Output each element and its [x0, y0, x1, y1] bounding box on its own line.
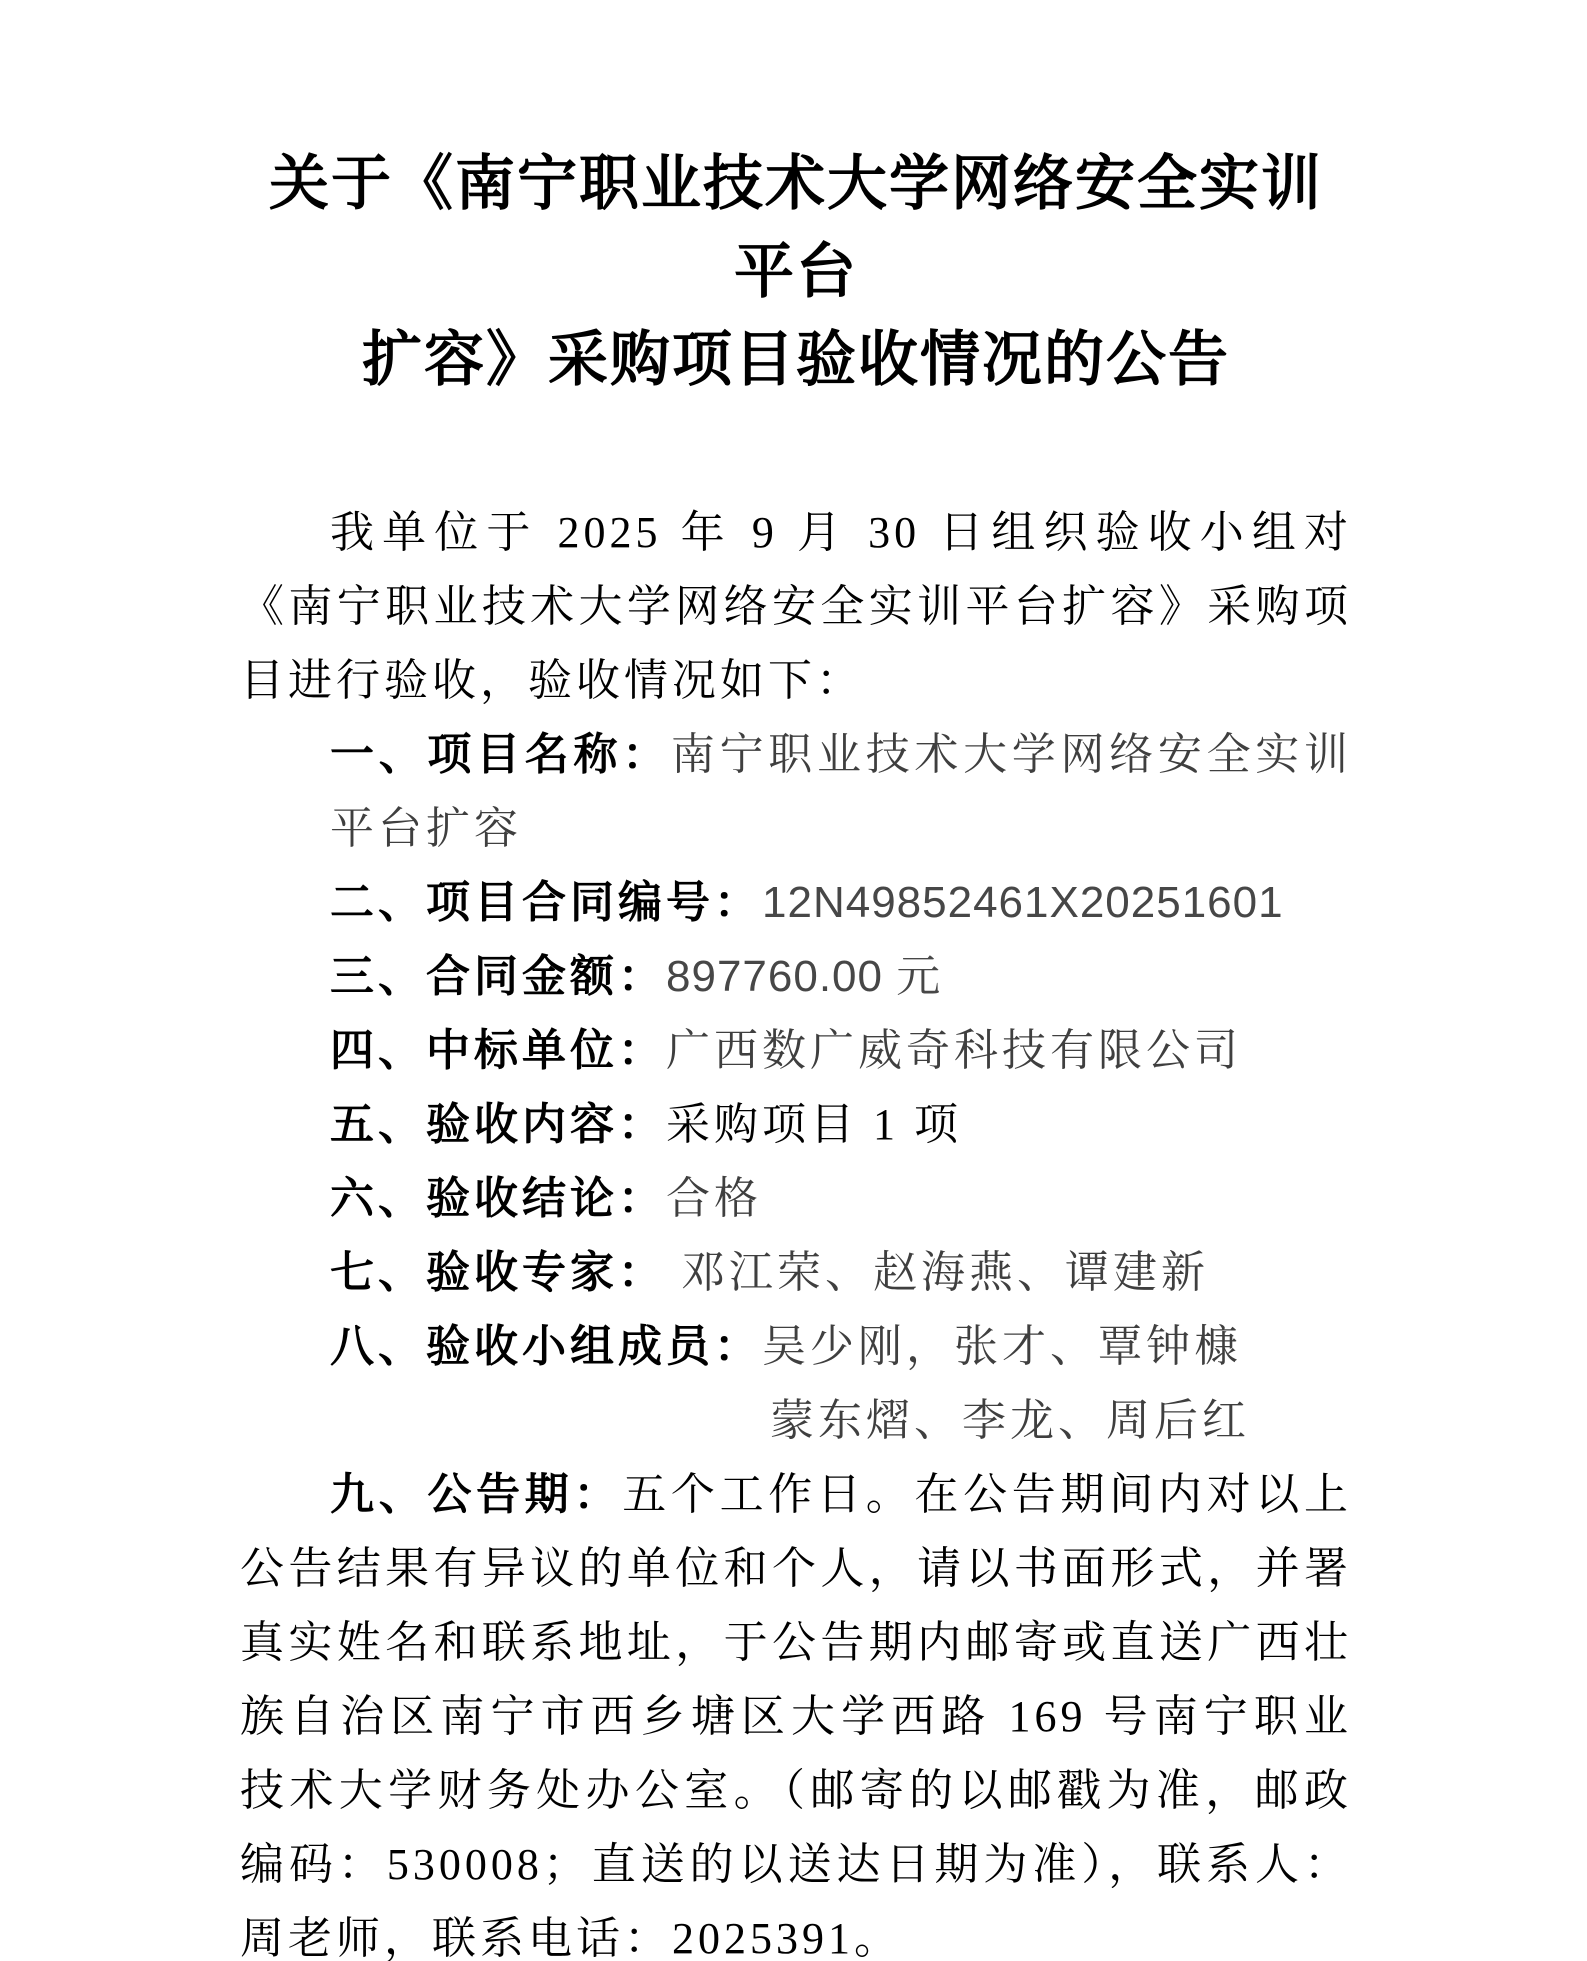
intro-paragraph: 我单位于 2025 年 9 月 30 日组织验收小组对《南宁职业技术大学网络安全实训平台扩容》采购项目进行验收，验收情况如下：	[240, 508, 1352, 705]
title-line-1: 关于《南宁职业技术大学网络安全实训平台	[269, 151, 1323, 305]
item-acceptance-content-value: 采购项目 1 项	[666, 1100, 962, 1149]
item-acceptance-experts-label: 七、验收专家：	[330, 1248, 666, 1297]
item-acceptance-conclusion-label: 六、验收结论：	[330, 1174, 666, 1223]
item-acceptance-conclusion	[330, 1162, 1352, 1236]
item-contract-number-label: 二、项目合同编号：	[330, 878, 762, 927]
document-title	[240, 140, 1352, 404]
item-team-members	[330, 1310, 1352, 1458]
item-acceptance-conclusion-value: 合格	[666, 1174, 762, 1223]
item-winning-bidder	[330, 1014, 1352, 1088]
item-team-members-value-line1: 吴少刚，张才、覃钟槺	[762, 1322, 1242, 1371]
item-acceptance-experts-value: 邓江荣、赵海燕、谭建新	[681, 1248, 1209, 1297]
item-winning-bidder-value: 广西数广威奇科技有限公司	[666, 1026, 1242, 1075]
item-winning-bidder-label: 四、中标单位：	[330, 1026, 666, 1075]
item-acceptance-experts	[330, 1236, 1352, 1310]
item-acceptance-content-label: 五、验收内容：	[330, 1100, 666, 1149]
item-project-name-value: 南宁职业技术大学网络安全实训平台扩容	[330, 730, 1353, 853]
item-contract-number	[330, 866, 1352, 940]
item-contract-number-value: 12N49852461X20251601	[762, 878, 1284, 927]
title-line-2: 扩容》采购项目验收情况的公告	[362, 327, 1230, 393]
item-acceptance-content	[330, 1088, 1352, 1162]
item-contract-amount-value: 897760.00 元	[666, 952, 942, 1001]
item-announcement-period	[240, 1458, 1352, 1961]
item-project-name-label: 一、项目名称：	[330, 730, 671, 779]
item-team-members-line1	[330, 1310, 1352, 1384]
item-project-name	[330, 718, 1352, 866]
item-team-members-label: 八、验收小组成员：	[330, 1322, 762, 1371]
item-contract-amount-label: 三、合同金额：	[330, 952, 666, 1001]
item-contract-amount	[330, 940, 1352, 1014]
item-announcement-period-value: 五个工作日。在公告期间内对以上公告结果有异议的单位和个人，请以书面形式，并署真实姓名和联系地址，于公告期内邮寄或直送广西壮族自治区南宁市西乡塘区大学西路 169 号南宁职业技术大学财务处办公室。（邮寄的以邮戳为准，邮政编码：530008；直送的以送达日期为准），联系人：周老师，联系电话：2025391。	[240, 1470, 1353, 1961]
item-team-members-line2	[770, 1384, 1352, 1458]
item-announcement-period-label: 九、公告期：	[330, 1470, 623, 1519]
item-team-members-value-line2: 蒙东熠、李龙、周后红	[770, 1396, 1250, 1445]
